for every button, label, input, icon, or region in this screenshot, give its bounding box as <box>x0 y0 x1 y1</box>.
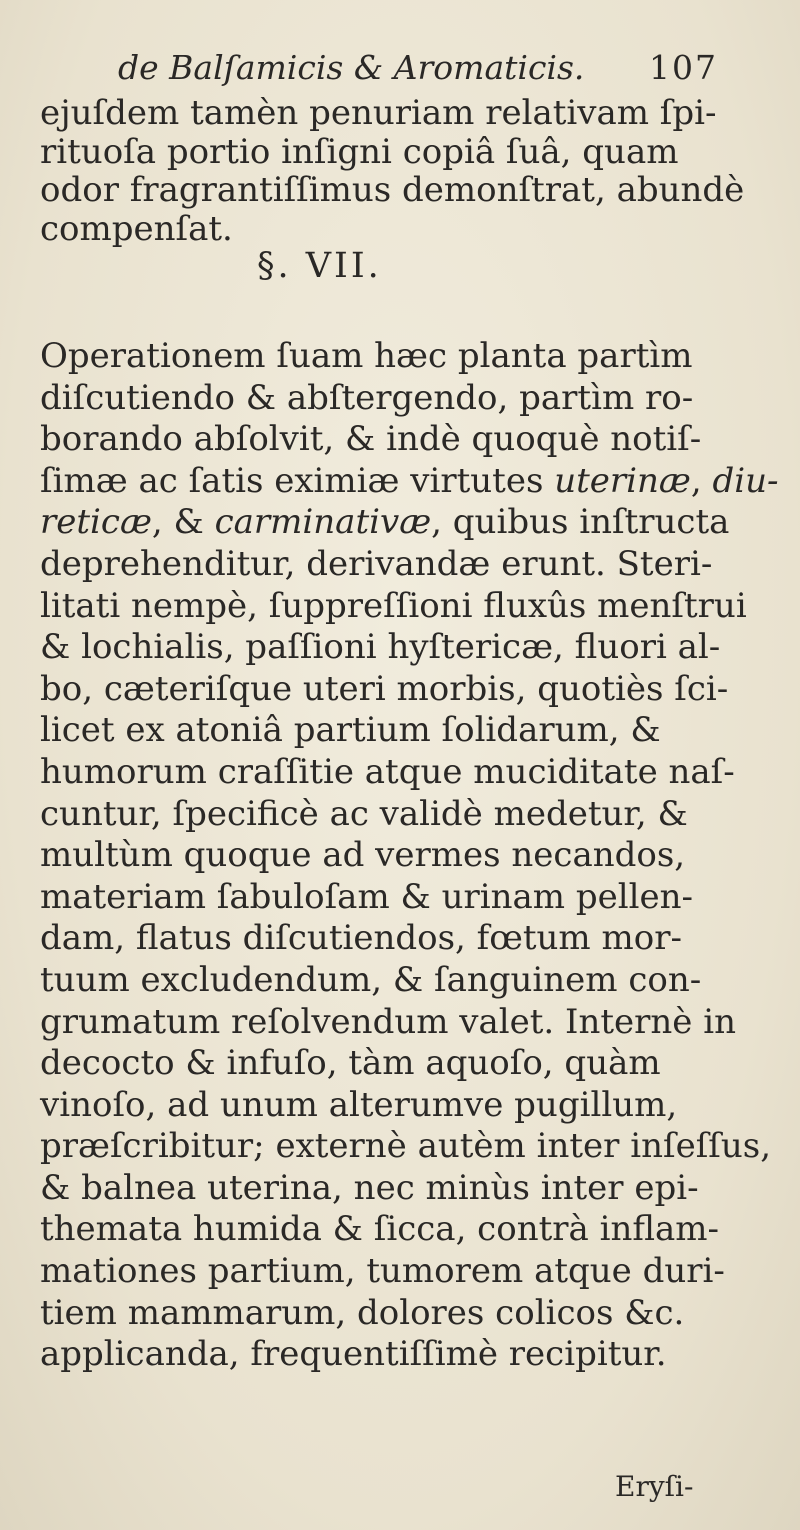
text-line: diſcutiendo & abſtergendo, partìm ro- <box>40 377 694 418</box>
intro-text <box>40 94 750 248</box>
text-line: compenſat. <box>40 208 233 249</box>
text-line: materiam ſabuloſam & urinam pellen- <box>40 876 693 917</box>
text-line: applicanda, frequentiſſimè recipitur. <box>40 1334 667 1375</box>
text-line: præſcribitur; externè autèm inter inſeſſus, <box>40 1126 772 1167</box>
text-line: humorum craſſitie atque muciditate naſ- <box>40 751 735 792</box>
page-number: 107 <box>649 48 718 87</box>
text-line: bo, cæteriſque uteri morbis, quotiès ſci- <box>40 668 729 709</box>
text-line: grumatum reſolvendum valet. Internè in <box>40 1001 736 1042</box>
running-title: de Balſamicis & Aromaticis. <box>118 48 585 87</box>
text-line: decocto & infuſo, tàm aquoſo, quàm <box>40 1043 661 1084</box>
text-line: themata humida & ſicca, contrà inflam- <box>40 1209 720 1250</box>
text-line: dam, flatus diſcutiendos, fœtum mor- <box>40 918 682 959</box>
section-heading: §. VII. <box>257 246 382 286</box>
paragraph <box>40 336 779 1376</box>
text-line: tuum excludendum, & ſanguinem con- <box>40 959 702 1000</box>
text-line: odor fragrantiſſimus demonſtrat, abundè <box>40 170 745 210</box>
catchword: Eryſi- <box>615 1470 694 1503</box>
text-line: & balnea uterina, nec minùs inter epi- <box>40 1167 699 1208</box>
text-line: & lochialis, paſſioni hyſtericæ, fluori al- <box>40 627 721 668</box>
text-line: deprehenditur, derivandæ erunt. Steri- <box>40 543 713 584</box>
text-line: ſimæ ac ſatis eximiæ virtutes uterinæ, diu- <box>40 460 779 501</box>
text-line: licet ex atoniâ partium ſolidarum, & <box>40 710 661 751</box>
text-line: tiem mammarum, dolores colicos &c. <box>40 1292 685 1333</box>
text-line: Operationem ſuam hæc planta partìm <box>40 336 693 376</box>
text-line: reticæ, & carminativæ, quibus inſtructa <box>40 502 730 543</box>
text-line: multùm quoque ad vermes necandos, <box>40 835 686 876</box>
text-line: cuntur, ſpecificè ac validè medetur, & <box>40 793 688 834</box>
text-line: mationes partium, tumorem atque duri- <box>40 1251 725 1292</box>
text-line: ejuſdem tamèn penuriam relativam ſpi- <box>40 93 717 133</box>
text-line: litati nempè, ſuppreſſioni fluxûs menſtrui <box>40 585 747 626</box>
text-line: borando abſolvit, & indè quoquè notiſ- <box>40 419 702 460</box>
text-line: vinoſo, ad unum alterumve pugillum, <box>40 1084 678 1125</box>
text-line: rituoſa portio inſigni copiâ ſuâ, quam <box>40 131 679 172</box>
page-header <box>118 44 718 94</box>
